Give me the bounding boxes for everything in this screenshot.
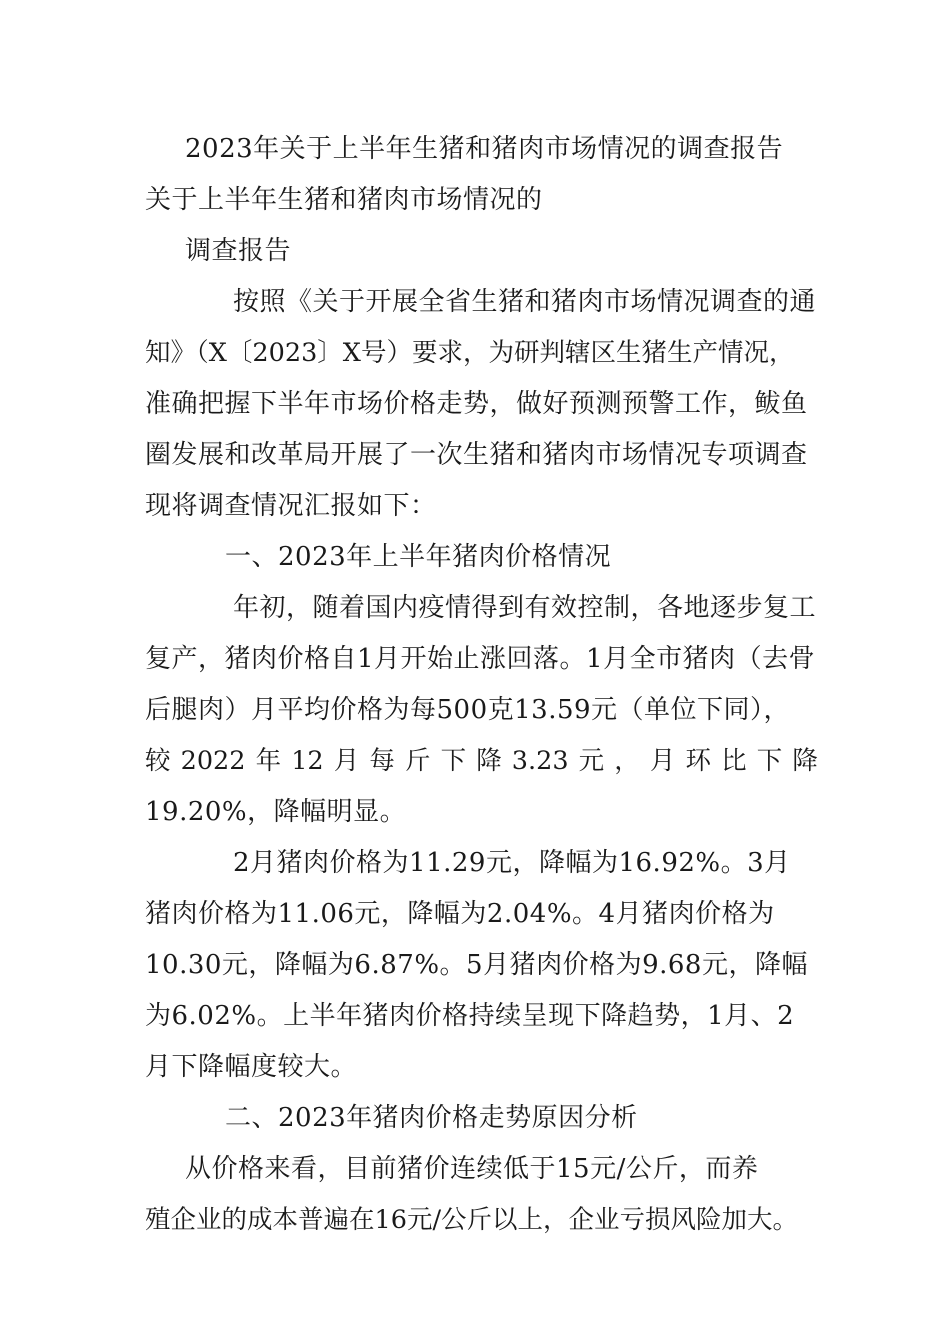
paragraph-2-line-3: 后腿肉）月平均价格为每500克13.59元（单位下同）， bbox=[145, 695, 791, 725]
paragraph-2-line-1: 年初，随着国内疫情得到有效控制，各地逐步复工 bbox=[233, 593, 817, 623]
paragraph-4-line-1: 从价格来看，目前猪价连续低于15元/公斤，而养 bbox=[185, 1154, 759, 1184]
subtitle-line-1: 关于上半年生猪和猪肉市场情况的 bbox=[145, 185, 543, 215]
section-1-heading: 一、2023年上半年猪肉价格情况 bbox=[225, 542, 612, 572]
paragraph-2-line-5: 19.20%，降幅明显。 bbox=[145, 797, 407, 827]
paragraph-3-line-3: 10.30元，降幅为6.87%。5月猪肉价格为9.68元，降幅 bbox=[145, 950, 808, 980]
subtitle-line-2: 调查报告 bbox=[185, 236, 292, 266]
paragraph-3-line-5: 月下降幅度较大。 bbox=[145, 1052, 358, 1082]
paragraph-3-line-4: 为6.02%。上半年猪肉价格持续呈现下降趋势，1月、2 bbox=[145, 1001, 795, 1031]
paragraph-3-line-2: 猪肉价格为11.06元，降幅为2.04%。4月猪肉价格为 bbox=[145, 899, 775, 929]
paragraph-2-line-2: 复产，猪肉价格自1月开始止涨回落。1月全市猪肉（去骨 bbox=[145, 644, 816, 674]
document-title: 2023年关于上半年生猪和猪肉市场情况的调查报告 bbox=[185, 134, 784, 164]
paragraph-1-line-2: 知》（X〔2023〕X号）要求，为研判辖区生猪生产情况， bbox=[145, 338, 795, 368]
paragraph-1-line-5: 现将调查情况汇报如下： bbox=[145, 491, 437, 521]
paragraph-2-line-4: 较 2022 年 12 月 每 斤 下 降 3.23 元 ， 月 环 比 下 降 bbox=[145, 746, 818, 776]
paragraph-4-line-2: 殖企业的成本普遍在16元/公斤以上，企业亏损风险加大。 bbox=[145, 1205, 799, 1235]
paragraph-1-line-1: 按照《关于开展全省生猪和猪肉市场情况调查的通 bbox=[233, 287, 817, 317]
section-2-heading: 二、2023年猪肉价格走势原因分析 bbox=[225, 1103, 638, 1133]
paragraph-1-line-4: 圈发展和改革局开展了一次生猪和猪肉市场情况专项调查 bbox=[145, 440, 808, 470]
paragraph-3-line-1: 2月猪肉价格为11.29元，降幅为16.92%。3月 bbox=[233, 848, 791, 878]
paragraph-1-line-3: 准确把握下半年市场价格走势，做好预测预警工作，鲅鱼 bbox=[145, 389, 808, 419]
